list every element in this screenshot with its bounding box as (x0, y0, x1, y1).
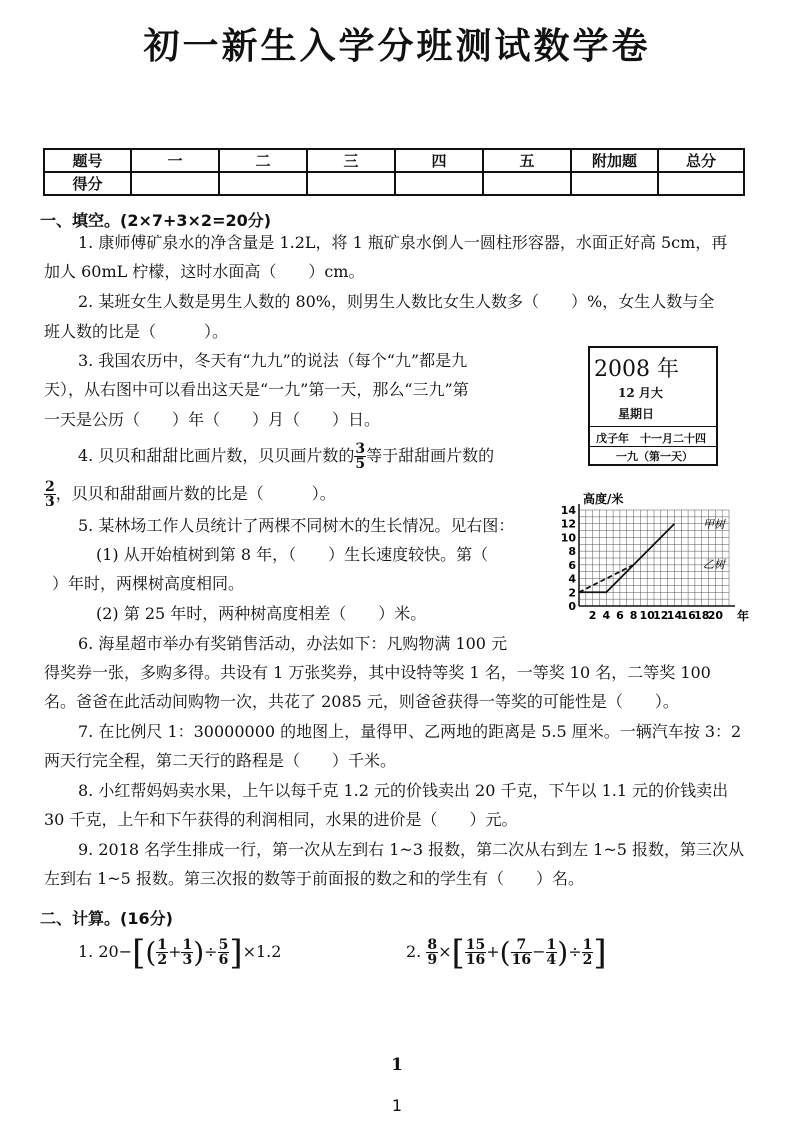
page-title: 初一新生入学分班测试数学卷 (143, 26, 651, 67)
q9-line2: 左到右 1~5 报数。第三次报的数等于前面报的数之和的学生有（ ）名。 (44, 869, 584, 888)
denominator: 16 (511, 952, 532, 968)
calendar-lunar: 戊子年 十一月二十四 (596, 432, 706, 445)
q6-line3: 名。爸爸在此活动间购物一次，共花了 2085 元，则爸爸获得一等奖的可能性是（ ）。 (44, 692, 679, 711)
numerator: 3 (355, 441, 366, 457)
calendar-jiu: 一九（第一天） (616, 450, 693, 463)
chart-x-tick-label: 18 (694, 609, 710, 622)
denominator: 2 (582, 952, 593, 968)
score-cell[interactable] (571, 172, 658, 195)
q2-line2: 班人数的比是（ ）。 (44, 322, 229, 341)
denominator: 2 (157, 952, 168, 968)
legend-label-yi: 乙树 (703, 558, 725, 571)
calc-problem-2: 2. $\frac{8}{9}$ ×[ $\frac{15}{16}$ +( $\frac{7}{16}$ − $\frac{1}{4}$ )÷ $\frac{1}{2}$ ] (406, 932, 607, 973)
denominator: 4 (546, 952, 557, 968)
score-table-header-cell: 三 (307, 149, 395, 172)
fraction (44, 480, 56, 509)
q1-line1: 1. 康师傅矿泉水的净含量是 1.2L，将 1 瓶矿泉水倒人一圆柱形容器，水面正好高 5cm，再 (78, 233, 728, 252)
chart-y-tick-label: 0 (568, 600, 576, 613)
score-cell[interactable] (307, 172, 395, 195)
chart-x-tick-label: 10 (639, 609, 655, 622)
calendar-year: 2008 年 (594, 357, 679, 382)
numerator: 1 (582, 937, 593, 953)
chart-x-tick-label: 14 (666, 609, 683, 622)
chart-x-tick-label: 6 (616, 609, 624, 622)
score-cell[interactable] (658, 172, 744, 195)
q6-line2: 得奖券一张，多购多得。共设有 1 万张奖券，其中设特等奖 1 名，一等奖 10 名，二等奖 100 (44, 663, 711, 682)
fraction (156, 938, 168, 967)
calc-problem-1: 1. 20−[( $\frac{1}{2}$ + $\frac{1}{3}$ )÷ $\frac{5}{6}$ ]×1.2 (78, 932, 282, 973)
chart-y-tick-label: 4 (568, 572, 576, 586)
score-table-header-row (44, 149, 744, 172)
numerator: 1 (182, 937, 193, 953)
denominator: 5 (355, 456, 366, 472)
score-table-header-cell: 附加题 (571, 149, 658, 172)
legend-label-jia: 甲树 (703, 518, 725, 531)
calc2-prefix: 2. (406, 942, 422, 961)
numerator: 1 (157, 937, 168, 953)
fraction (465, 938, 486, 967)
calendar-image (588, 346, 718, 466)
fraction (426, 938, 438, 967)
chart-x-tick-label: 2 (588, 609, 597, 622)
denominator: 3 (45, 494, 55, 510)
q1-line2: 加人 60mL 柠檬，这时水面高（ ）cm。 (44, 262, 365, 281)
chart-x-tick-label: 4 (602, 609, 611, 622)
q4-text-c: ，贝贝和甜甜画片数的比是（ ）。 (55, 484, 336, 503)
q3-line2: 天），从右图中可以看出这天是“一九”第一天，那么“三九”第 (44, 380, 469, 399)
chart-x-tick-label: 12 (653, 609, 669, 622)
chart-y-tick-label: 8 (568, 545, 576, 559)
chart-x-tick-label: 16 (680, 609, 696, 622)
score-cell[interactable] (483, 172, 571, 195)
tree-growth-chart (555, 488, 755, 628)
score-cell[interactable] (219, 172, 307, 195)
fraction (218, 938, 230, 967)
q3-line3: 一天是公历（ ）年（ ）月（ ）日。 (44, 410, 381, 429)
score-table-header-cell: 一 (131, 149, 219, 172)
section1-heading: 一、填空。(2×7+3×2=20分) (40, 211, 272, 230)
chart-x-tick-label: 8 (629, 609, 638, 622)
calendar-weekday: 星期日 (618, 407, 655, 421)
score-table-header-cell: 五 (483, 149, 571, 172)
q4-text-b: 等于甜甜画片数的 (366, 446, 495, 465)
numerator: 7 (511, 938, 532, 953)
denominator: 6 (218, 952, 229, 968)
chart-y-tick-label: 2 (568, 586, 576, 600)
q8-line1: 8. 小红帮妈妈卖水果，上午以每千克 1.2 元的价钱卖出 20 千克，下午以 1.1 元的价钱卖出 (78, 781, 729, 800)
calc1-suffix: ×1.2 (242, 942, 282, 961)
numerator: 8 (427, 937, 438, 953)
score-row-label: 得分 (44, 172, 131, 195)
denominator: 9 (427, 952, 438, 968)
q5-line2: (1) 从开始植树到第 8 年，（ ）生长速度较快。第（ (96, 545, 489, 564)
score-table-header-cell: 总分 (658, 149, 744, 172)
score-table-header-cell: 二 (219, 149, 307, 172)
chart-y-tick-label: 6 (568, 558, 576, 572)
score-table-score-row (44, 172, 744, 195)
score-cell[interactable] (131, 172, 219, 195)
denominator: 16 (465, 952, 486, 968)
score-table (43, 148, 745, 196)
fraction (582, 938, 594, 967)
denominator: 3 (182, 952, 193, 968)
score-table-header-cell: 四 (395, 149, 483, 172)
q4-line2 (44, 480, 336, 509)
q3-line1: 3. 我国农历中，冬天有“九九”的说法（每个“九”都是九 (78, 351, 468, 370)
chart-xlabel: 年 (737, 609, 750, 623)
numerator: 5 (218, 937, 229, 953)
calc1-prefix: 1. 20 (78, 942, 119, 961)
chart-y-tick-label: 10 (560, 531, 576, 545)
page-number: 1 (391, 1096, 403, 1115)
page-number-bold: 1 (391, 1055, 403, 1075)
chart-x-tick-label: 20 (707, 609, 724, 622)
section2-heading: 二、计算。(16分) (40, 909, 173, 928)
fraction (181, 938, 193, 967)
numerator: 15 (465, 937, 486, 953)
fraction (354, 442, 366, 471)
calendar-month: 12 月大 (618, 386, 663, 400)
fraction (546, 938, 558, 967)
chart-y-tick-label: 12 (560, 517, 576, 531)
score-table-header-cell: 题号 (44, 149, 131, 172)
chart-ylabel: 高度/米 (583, 492, 624, 506)
q5-line1: 5. 某林场工作人员统计了两棵不同树木的生长情况。见右图： (78, 516, 515, 535)
q5-line3: ）年时，两棵树高度相同。 (52, 574, 245, 593)
score-cell[interactable] (395, 172, 483, 195)
q2-line1: 2. 某班女生人数是男生人数的 80%，则男生人数比女生人数多（ ）%，女生人数与全 (78, 292, 715, 311)
fraction (511, 938, 532, 967)
numerator: 2 (45, 479, 55, 495)
q6-line1: 6. 海星超市举办有奖销售活动，办法如下：凡购物满 100 元 (78, 634, 508, 653)
q5-line4: (2) 第 25 年时，两种树高度相差（ ）米。 (96, 604, 427, 623)
chart-y-tick-label: 14 (560, 504, 576, 517)
q4-line1 (78, 442, 494, 471)
q9-line1: 9. 2018 名学生排成一行，第一次从左到右 1~3 报数，第二次从右到左 1~5 报数，第三次从 (78, 840, 745, 859)
q4-text-a: 4. 贝贝和甜甜比画片数，贝贝画片数的 (78, 446, 355, 465)
q7-line2: 两天行完全程，第二天行的路程是（ ）千米。 (44, 751, 397, 770)
q8-line2: 30 千克，上午和下午获得的利润相同，水果的进价是（ ）元。 (44, 810, 518, 829)
numerator: 1 (546, 937, 557, 953)
q7-line1: 7. 在比例尺 1：30000000 的地图上，量得甲、乙两地的距离是 5.5 厘米。一辆汽车按 3：2 (78, 722, 742, 741)
